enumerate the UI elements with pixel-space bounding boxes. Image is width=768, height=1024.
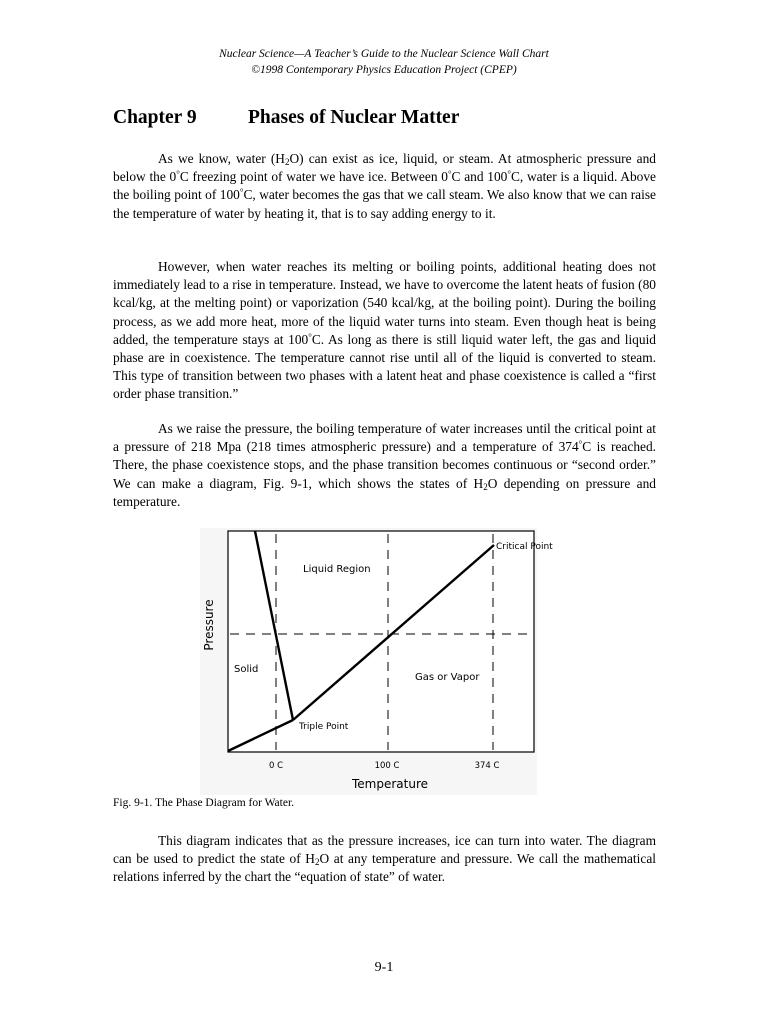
tick-label-100c: 100 C xyxy=(374,761,400,771)
paragraph-water-states: As we know, water $(H_2O)$ can exist as ice, liquid, or steam. At atmospheric pressure and below the 0°C freezing point of water we have ice. Between 0°C and 100°C, water is a liquid. Above the boiling point of 100°C, water becomes the gas that we call steam. We also know that we can raise the temperature of water by heating it, that is to say adding energy to it. xyxy=(113,151,657,221)
tick-label-0c: 0 C xyxy=(268,761,284,771)
triple-point-label: Triple Point xyxy=(299,722,349,732)
solid-label: Solid xyxy=(234,664,259,675)
chapter-title: Phases of Nuclear Matter xyxy=(248,107,460,128)
figure-caption: Fig. 9-1. The Phase Diagram for Water. xyxy=(113,797,295,809)
y-axis-label: Pressure xyxy=(202,599,216,651)
paragraph-latent-heat: However, when water reaches its melting or boiling points, additional heating does not immediately lead to a rise in temperature. Instead, we have to overcome the latent heats of fusion (80 kcal/kg, at the melting point) or vaporization (540 kcal/kg, at the boiling point). During the boiling process, as we add more heat, more of the liquid water turns into steam. Even though heat is being added, the temperature stays at 100°C. As long as there is still liquid water left, the gas and liquid phase are in coexistence. The temperature cannot rise until all of the liquid is converted to steam. This type of transition between two phases with a latent heat and phase coexistence is called a “first order phase transition.” xyxy=(113,259,656,402)
phase-diagram xyxy=(200,528,553,795)
gas-label: Gas or Vapor xyxy=(415,672,480,683)
plot-frame xyxy=(228,531,534,752)
tick-label-374c: 374 C xyxy=(474,761,500,771)
liquid-region-label: Liquid Region xyxy=(303,564,371,575)
phase-diagram-figure xyxy=(200,528,553,795)
page-number: 9-1 xyxy=(374,960,394,975)
paragraph-critical-point: As we raise the pressure, the boiling temperature of water increases until the critical point at a pressure of 218 Mpa (218 times atmospheric pressure) and a temperature of 374°C is reached. There, the phase coexistence stops, and the phase transition becomes continuous or “second order.” We can make a diagram, Fig. 9-1, which shows the states of $H_2O$ depending on pressure and temperature. xyxy=(113,421,657,509)
chapter-number: Chapter 9 xyxy=(113,107,197,128)
x-axis-label: Temperature xyxy=(351,777,429,791)
running-header-title: Nuclear Science—A Teacher’s Guide to the Nuclear Science Wall Chart xyxy=(219,48,549,60)
running-header-copyright: ©1998 Contemporary Physics Education Project (CPEP) xyxy=(251,64,517,76)
chapter-heading xyxy=(113,107,459,129)
critical-point-label: Critical Point xyxy=(496,542,553,552)
paragraph-equation-of-state: This diagram indicates that as the pressure increases, ice can turn into water. The diagram can be used to predict the state of $H_2O$ at any temperature and pressure. We call the mathematical relations inferred by the chart the “equation of state” of water. xyxy=(113,833,656,885)
